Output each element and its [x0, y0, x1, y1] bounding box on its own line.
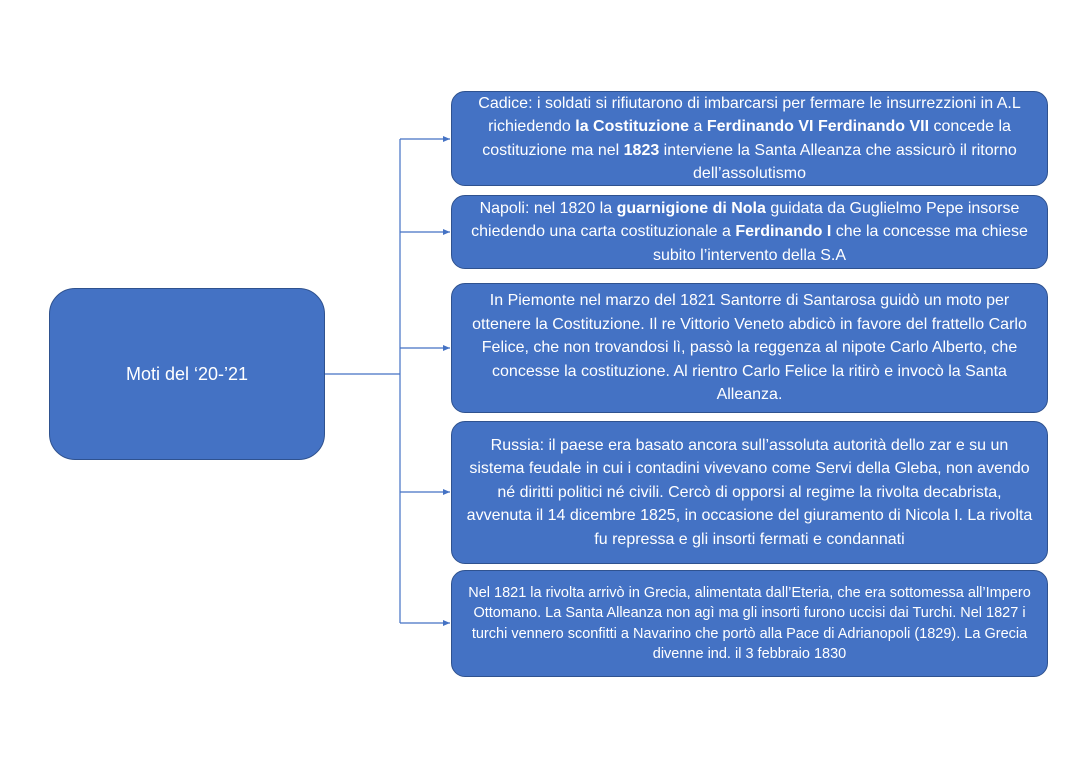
- node-piemonte-text: [464, 289, 1035, 407]
- node-russia-text: [464, 434, 1035, 552]
- bold-text-run: Ferdinando I: [735, 223, 832, 241]
- text-run: che la concesse ma chiese subito l’intervento della S.A: [653, 223, 1028, 264]
- bold-text-run: Ferdinando VI Ferdinando VII: [706, 118, 930, 135]
- text-run: guidata da Guglielmo Pepe insorse chiedendo una carta costituzionale a: [471, 199, 1020, 241]
- text-run: Nel 1821 la rivolta arrivò in Grecia, alimentata dall’Eteria, che era sottomessa all’Impero Ottomano. La Santa Alleanza non agì ma gli insorti furono uccisi dai Turchi. Nel 1827 i turchi vennero sconfitti a Navarino che portò alla Pace di Adrianopoli (1829). La Grecia divenne ind. il 3 febbraio 1830: [468, 584, 1031, 662]
- node-napoli: [451, 195, 1048, 269]
- node-cadice-text: [464, 92, 1035, 186]
- bold-text-run: la Costituzione: [575, 118, 690, 135]
- root-node-moti: [49, 288, 325, 460]
- text-run: interviene la Santa Alleanza che assicurò il ritorno dell’assolutismo: [659, 141, 1017, 182]
- text-run: Napoli: nel 1820 la: [479, 199, 617, 217]
- text-run: In Piemonte nel marzo del 1821 Santorre di Santarosa guidò un moto per ottenere la Costituzione. Il re Vittorio Veneto abdicò in favore del frattello Carlo Felice, che non trovandosi lì, passò la reggenza al nipote Carlo Alberto, che concesse la costituzione. Al rientro Carlo Felice la ritirò e invocò la Santa Alleanza.: [472, 292, 1027, 404]
- node-russia: [451, 421, 1048, 564]
- node-grecia-text: [464, 583, 1035, 665]
- text-run: a: [689, 118, 707, 135]
- bold-text-run: guarnigione di Nola: [616, 199, 766, 217]
- bold-text-run: 1823: [623, 141, 660, 159]
- node-grecia: [451, 570, 1048, 677]
- root-node-label: Moti del ‘20-’21: [125, 363, 249, 384]
- node-piemonte: [451, 283, 1048, 413]
- text-run: Russia: il paese era basato ancora sull’assoluta autorità dello zar e su un sistema feudale in cui i contadini vivevano come Servi della Gleba, non avendo né diritti politici né civili. Cercò di opporsi al regime la rivolta decabrista, avvenuta il 14 dicembre 1825, in occasione del giuramento di Nicola I. La rivolta fu repressa e gli insorti fermati e condannati: [466, 436, 1033, 548]
- node-napoli-text: [464, 197, 1035, 268]
- node-cadice: [451, 91, 1048, 186]
- text-run: concede la costituzione ma nel: [482, 118, 1011, 159]
- text-run: Cadice: i soldati si rifiutarono di imbarcarsi per fermare le insurrezzioni in A.L richiedendo: [478, 94, 1021, 135]
